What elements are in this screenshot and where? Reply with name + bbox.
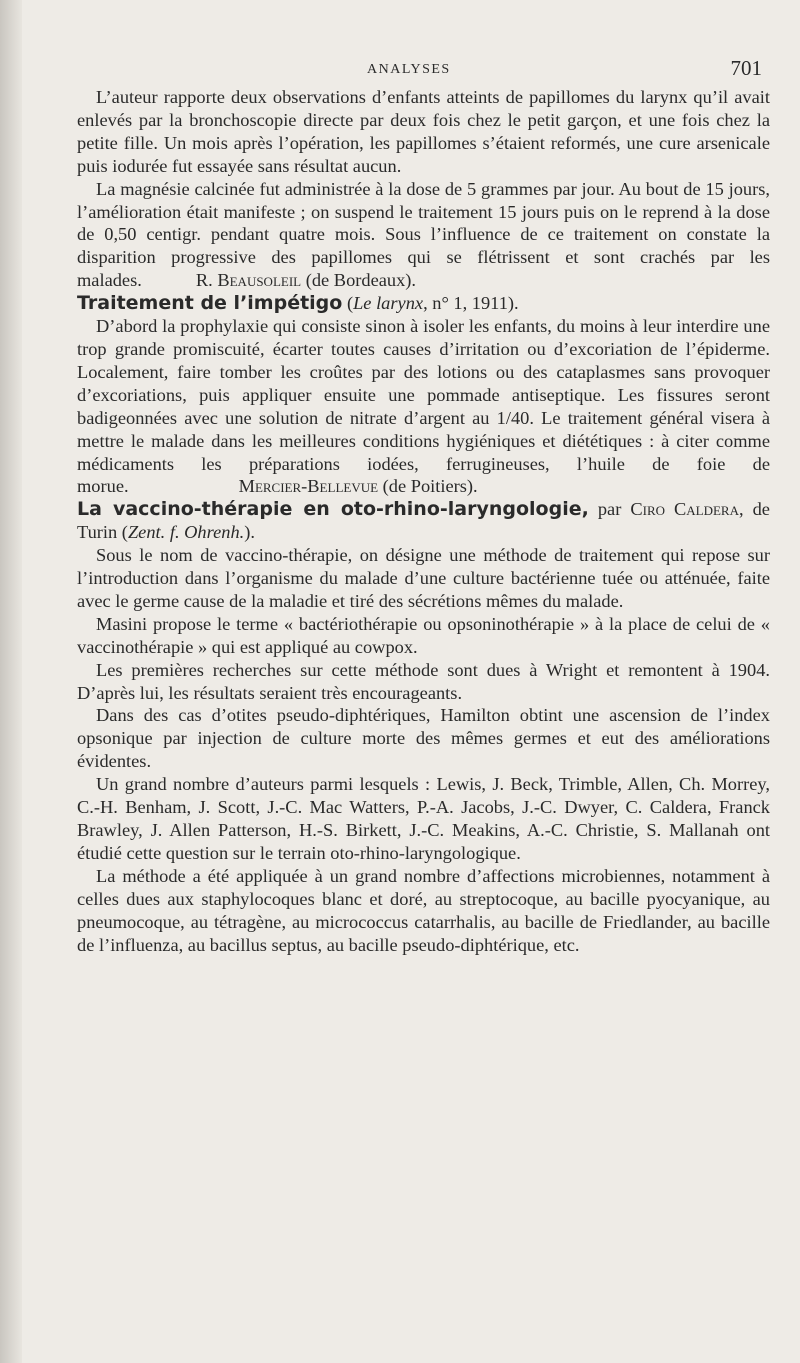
page-edge-shadow (0, 0, 22, 1363)
article3-title: La vaccino-thérapie en oto-rhino-laryngologie, (77, 498, 589, 521)
page-body (77, 86, 770, 956)
article3-paragraph-4: Dans des cas d’otites pseudo-diphtériques, Hamilton obtint une ascension de l’index opsonique par injection de culture morte des mêmes germes et eut des améliorations évidentes. (77, 705, 770, 772)
signature-initial: R. (195, 270, 213, 291)
article3-author: Ciro Caldera (630, 499, 739, 520)
article3-journal-close: ). (244, 522, 255, 543)
article2-paragraph-1-text: D’abord la prophylaxie qui consiste sinon à isoler les enfants, du moins à leur interdire une trop grande promiscuité, écarter toutes causes d’irritation ou d’excoriation de l’épiderme. Localement, faire tomber les croûtes par des lotions ou des cataplasmes sans provoquer d’excoriations, puis appliquer ensuite une pommade antiseptique. Les fissures seront badigeonnées avec une solution de nitrate d’argent au 1/40. Le traitement général visera à mettre le malade dans les meilleures conditions hygiéniques et diététiques : à citer comme médicaments les préparations iodées, ferrugineuses, l’huile de foie de morue. (77, 316, 770, 497)
article3-paragraph-5: Un grand nombre d’auteurs parmi lesquels : Lewis, J. Beck, Trimble, Allen, Ch. Morrey, C.-H. Benham, J. Scott, J.-C. Mac Watters, P.-A. Jacobs, J.-C. Dwyer, C. Caldera, Franck Brawley, J. Allen Patterson, H.-S. Birkett, J.-C. Meakins, A.-C. Christie, S. Mallanah ont étudié cette question sur le terrain oto-rhino-laryngologique. (77, 774, 770, 863)
article1-paragraph-1: L’auteur rapporte deux observations d’enfants atteints de papillomes du larynx qu’il avait enlevés par la bronchoscopie directe par deux fois chez le petit garçon, et une fois chez la petite fille. Un mois après l’opération, les papillomes s’étaient reformés, une cure arsenicale puis iodurée fut essayée sans résultat aucun. (77, 87, 770, 176)
article3-place: , de Turin ( (77, 499, 770, 543)
article3-by: par (597, 499, 622, 520)
signature-name: Beausoleil (217, 270, 302, 291)
article3-paragraph-3: Les premières recherches sur cette méthode sont dues à Wright et remontent à 1904. D’après lui, les résultats seraient très encourageants. (77, 659, 770, 703)
article3-paragraph-1: Sous le nom de vaccino-thérapie, on désigne une méthode de traitement qui repose sur l’introduction dans l’organisme du malade d’une culture bactérienne tuée ou atténuée, faite avec le germe cause de la maladie et tiré des sécrétions mêmes du malade. (77, 545, 770, 611)
running-title: ANALYSES (367, 62, 451, 77)
article2-signature (239, 476, 478, 496)
article3-heading (77, 498, 770, 544)
article3-paragraph-2: Masini propose le terme « bactériothérapie ou opsoninothérapie » à la place de celui de « vaccinothérapie » qui est appliqué au cowpox. (77, 613, 770, 657)
article1-paragraph-2-text: La magnésie calcinée fut administrée à la dose de 5 grammes par jour. Au bout de 15 jours, l’amélioration était manifeste ; on suspend le traitement 15 jours puis on le reprend à la dose de 0,50 centigr. pendant quatre mois. Sous l’influence de ce traitement on constate la disparition progressive des papillomes qui se flétrissent et sont crachés par les malades. (77, 178, 770, 291)
article2-paragraph-1 (77, 315, 770, 498)
article2-title: Traitement de l’impétigo (77, 292, 343, 315)
page-header (77, 52, 770, 86)
article3-paragraph-6: La méthode a été appliquée à un grand nombre d’affections microbiennes, notamment à celles dues aux staphylocoques blanc et doré, au streptocoque, au bacille pyocyanique, au pneumocoque, au tétragène, au micrococcus catarrhalis, au bacille de Friedlander, au bacille de l’influenza, au bacillus septus, au bacille pseudo-diphtérique, etc. (77, 865, 770, 955)
page-number: 701 (730, 56, 762, 80)
signature-name: Mercier-Bellevue (238, 476, 379, 497)
signature-place: (de Bordeaux). (305, 270, 417, 291)
article2-source-open: ( (346, 293, 354, 314)
article2-heading (77, 292, 770, 315)
article2-source-rest: , n° 1, 1911). (423, 293, 519, 314)
article2-source-journal: Le larynx (353, 293, 424, 314)
article1-paragraph-2 (77, 178, 770, 293)
signature-place: (de Poitiers). (382, 476, 478, 497)
article3-journal: Zent. f. Ohrenh. (127, 522, 245, 543)
article1-signature (196, 270, 416, 290)
